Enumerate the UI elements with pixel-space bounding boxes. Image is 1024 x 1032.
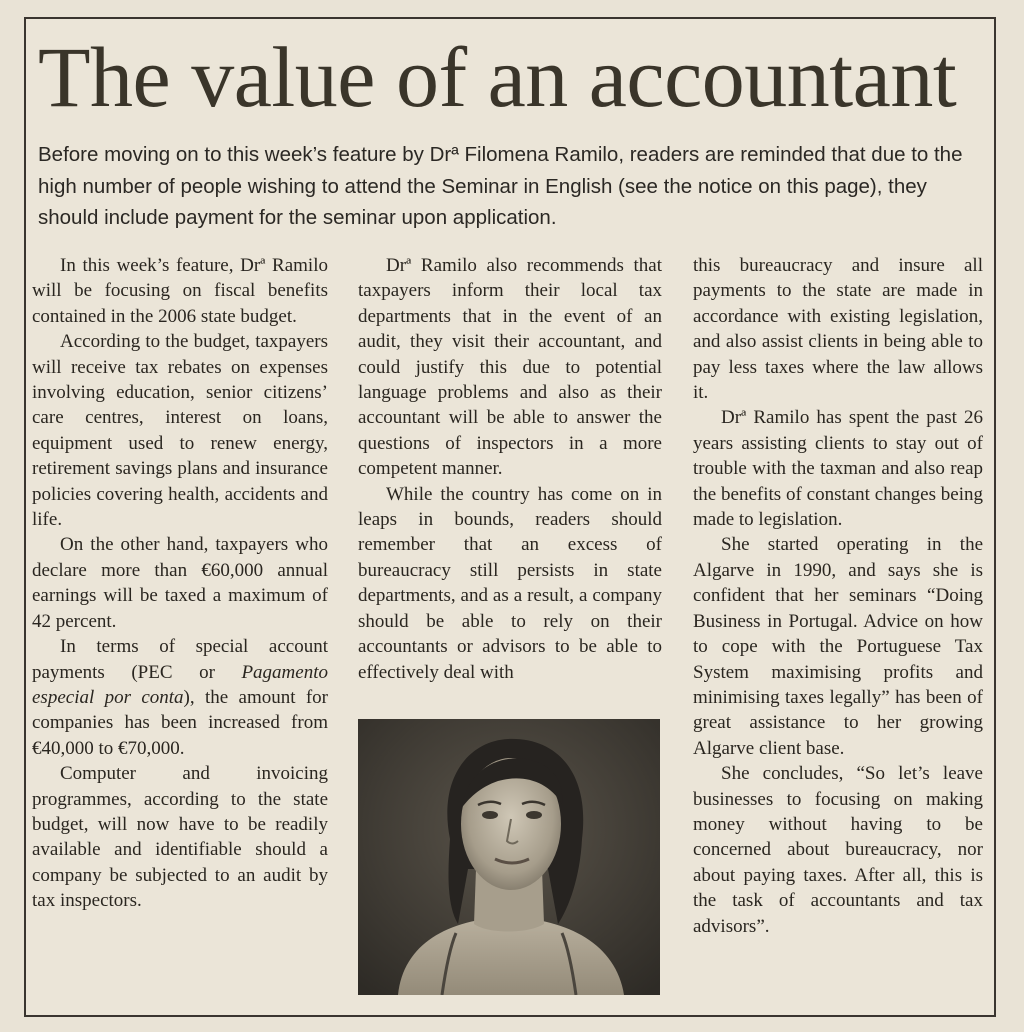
portrait-photo [358,719,660,995]
paragraph-tax-rebates: According to the budget, taxpayers will receive tax rebates on expenses involving education, senior citizens’ care centres, interest on loans, equipment used to renew energy, retirement savings plans and insurance policies covering health, accidents and life. [32,331,328,531]
pec-text-before: In terms of special account payments (PEC or [32,636,328,683]
paragraph-feature-intro: In this week’s feature, Drª Ramilo will be focusing on fiscal benefits contained in the 2006 state budget. [32,255,328,327]
paragraph-bureaucracy-continued: this bureaucracy and insure all payments to the state are made in accordance with existing legislation, and also assist clients in being able to pay less taxes where the law allows it. [693,255,983,404]
paragraph-conclusion: She concludes, “So let’s leave businesses to focusing on making money without having to be concerned about bureaucracy, nor about paying taxes. After all, this is the task of accountants and tax advisors”. [693,763,983,937]
article-intro: Before moving on to this week’s feature by Drª Filomena Ramilo, readers are reminded that due to the high number of people wishing to attend the Seminar in English (see the notice on this page), they should include payment for the seminar upon application. [38,143,963,229]
paragraph-special-payments [32,634,328,761]
paragraph-bureaucracy: While the country has come on in leaps in bounds, readers should remember that an excess of bureaucracy still persists in state departments, and as a result, a company should be able to rely on their accountants or advisors to be able to effectively deal with [358,483,662,683]
paragraph-experience: Drª Ramilo has spent the past 26 years assisting clients to stay out of trouble with the taxman and also reap the benefits of constant changes being made to legislation. [693,407,983,531]
pec-text-italic: Pagamento especial por conta [32,661,328,708]
article-column-2 [358,253,662,685]
paragraph-invoicing: Computer and invoicing programmes, according to the state budget, will now have to be readily available and identifiable should a company be subjected to an audit by tax inspectors. [32,763,328,912]
paragraph-high-earners: On the other hand, taxpayers who declare more than €60,000 annual earnings will be taxed a maximum of 42 percent. [32,534,328,632]
article-column-3 [693,253,983,939]
pec-text-after: ), the amount for companies has been increased from €40,000 to €70,000. [32,686,329,759]
portrait-image [358,719,660,995]
article-frame [24,17,996,1017]
paragraph-algarve-seminars: She started operating in the Algarve in 1990, and says she is confident that her seminars “Doing Business in Portugal. Advice on how to cope with the Portuguese Tax System maximising profits and minimising taxes legally” has been of great assistance to her growing Algarve client base. [693,534,983,759]
article-headline: The value of an accountant [38,29,957,125]
article-column-1 [32,253,328,914]
paragraph-audit-advice: Drª Ramilo also recommends that taxpayers inform their local tax departments that in the event of an audit, they visit their accountant, and could justify this due to potential language problems and also as their accountant will be able to answer the questions of inspectors in a more competent manner. [358,255,662,480]
